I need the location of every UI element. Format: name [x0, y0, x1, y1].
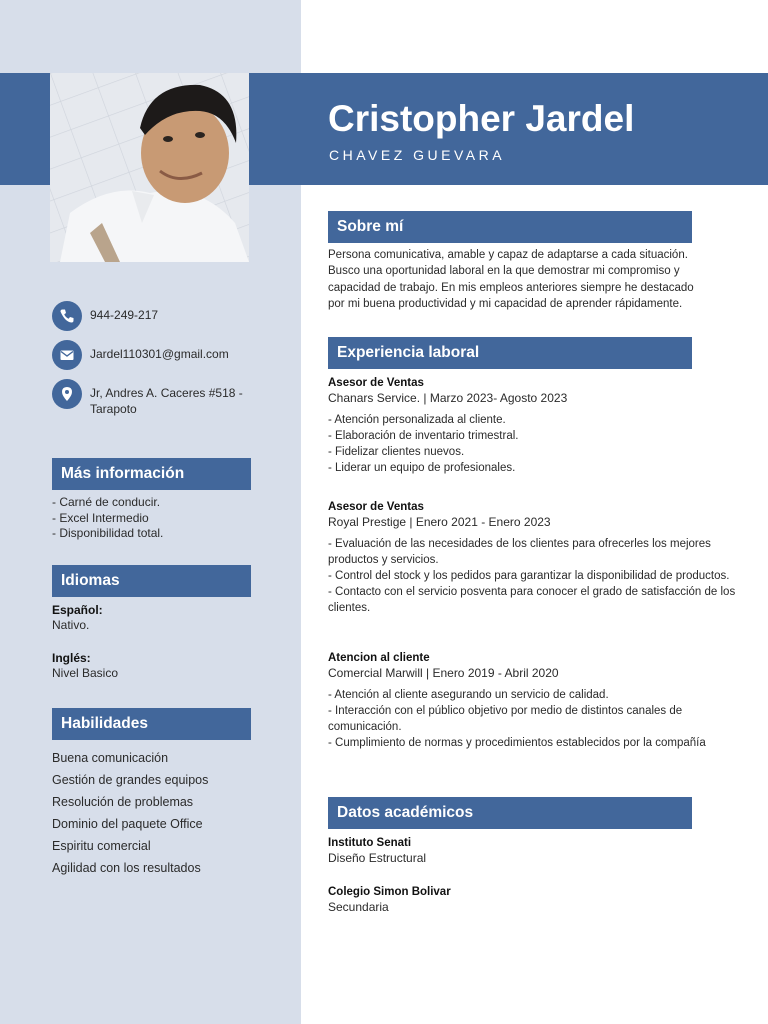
phone-icon	[52, 301, 82, 331]
program-name: Secundaria	[328, 900, 389, 914]
duty-item: - Cumplimiento de normas y procedimientos establecidos por la compañía	[328, 737, 706, 749]
language-level: Nivel Basico	[52, 666, 119, 680]
about-text: Persona comunicativa, amable y capaz de adaptarse a cada situación. Busco una oportunidad laboral en la que demostrar mi compromiso y capacidad de trabajo. En mis empleos anteriores siempre he destacado por mi buena productividad y mi capacidad de aprender rápidamente.	[328, 249, 694, 310]
more-info-heading: Más información	[52, 458, 251, 490]
job-title: Asesor de Ventas	[328, 501, 424, 513]
school-name: Instituto Senati	[328, 837, 412, 849]
duty-item: - Atención al cliente asegurando un servicio de calidad.	[328, 689, 609, 701]
language-name: Inglés:	[52, 651, 91, 665]
job-duties	[328, 412, 738, 476]
job-title: Asesor de Ventas	[328, 377, 424, 389]
job-title: Atencion al cliente	[328, 652, 430, 664]
surname: CHAVEZ GUEVARA	[329, 147, 506, 163]
duty-item: - Control del stock y los pedidos para garantizar la disponibilidad de productos.	[328, 570, 730, 582]
duty-item: - Contacto con el servicio posventa para conocer el grado de satisfacción de los clientes.	[328, 586, 736, 614]
skill-item: Espiritu comercial	[52, 839, 151, 853]
profile-photo	[50, 73, 249, 262]
mail-icon	[52, 340, 82, 370]
skill-item: Resolución de problemas	[52, 795, 194, 809]
duty-item: - Elaboración de inventario trimestral.	[328, 430, 519, 442]
duty-item: - Evaluación de las necesidades de los clientes para ofrecerles los mejores productos y servicios.	[328, 538, 711, 566]
job-entry	[328, 651, 738, 751]
phone-text: 944-249-217	[90, 308, 159, 322]
more-info-list	[52, 495, 292, 542]
duty-item: - Interacción con el público objetivo por medio de distintos canales de comunicación.	[328, 705, 683, 733]
job-entry	[328, 500, 738, 616]
list-item: - Excel Intermedio	[52, 510, 149, 525]
job-duties	[328, 687, 738, 751]
education-heading: Datos académicos	[328, 797, 692, 829]
job-entry	[328, 376, 738, 476]
list-item: - Disponibilidad total.	[52, 526, 164, 540]
education-entry	[328, 885, 708, 915]
language-spanish	[52, 603, 252, 633]
list-item: - Carné de conducir.	[52, 495, 161, 509]
duty-item: - Atención personalizada al cliente.	[328, 414, 506, 426]
address-text: Jr, Andres A. Caceres #518 - Tarapoto	[90, 386, 243, 416]
location-pin-icon	[52, 379, 82, 409]
experience-heading: Experiencia laboral	[328, 337, 692, 369]
duty-item: - Liderar un equipo de profesionales.	[328, 462, 516, 474]
language-name: Español:	[52, 603, 103, 617]
about-heading: Sobre mí	[328, 211, 692, 243]
school-name: Colegio Simon Bolivar	[328, 886, 451, 898]
skill-item: Agilidad con los resultados	[52, 861, 201, 875]
email-text: Jardel110301@gmail.com	[90, 347, 229, 361]
program-name: Diseño Estructural	[328, 851, 427, 865]
languages-heading: Idiomas	[52, 565, 251, 597]
skill-item: Gestión de grandes equipos	[52, 773, 209, 787]
job-company: Comercial Marwill | Enero 2019 - Abril 2020	[328, 666, 559, 680]
job-company: Royal Prestige | Enero 2021 - Enero 2023	[328, 515, 551, 529]
skill-item: Buena comunicación	[52, 751, 169, 765]
full-name: Cristopher Jardel	[328, 98, 635, 139]
education-entry	[328, 836, 708, 866]
skills-heading: Habilidades	[52, 708, 251, 740]
skills-list	[52, 747, 292, 879]
skill-item: Dominio del paquete Office	[52, 817, 203, 831]
language-level: Nativo.	[52, 618, 90, 632]
language-english	[52, 651, 252, 681]
job-duties	[328, 536, 738, 616]
duty-item: - Fidelizar clientes nuevos.	[328, 446, 465, 458]
job-company: Chanars Service. | Marzo 2023- Agosto 2023	[328, 391, 568, 405]
